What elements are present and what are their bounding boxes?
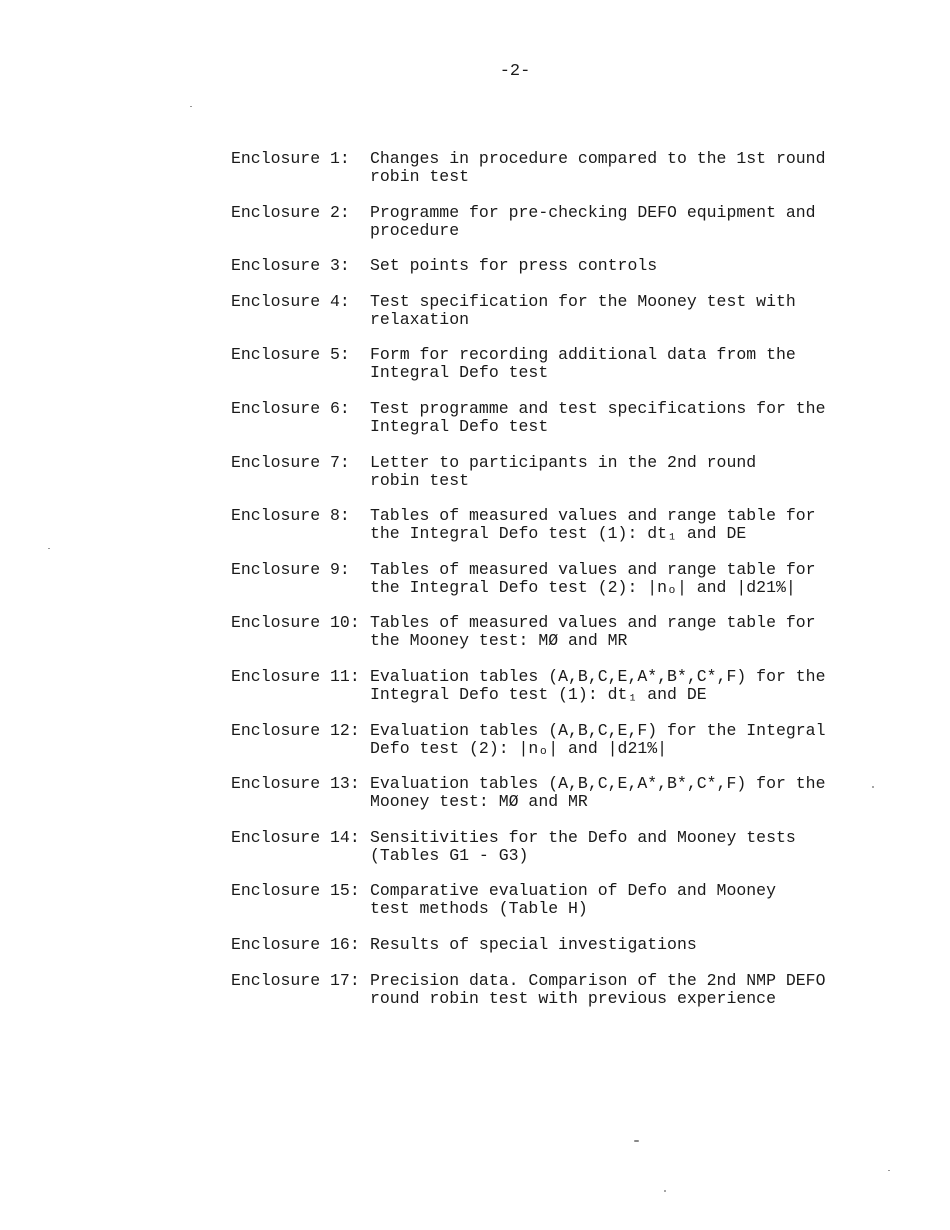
- enclosure-label: Enclosure 4:: [231, 291, 350, 311]
- enclosure-item: [231, 972, 891, 1008]
- enclosure-description: Sensitivities for the Defo and Mooney tests (Tables G1 - G3): [370, 827, 796, 865]
- enclosure-description: Changes in procedure compared to the 1st round robin test: [370, 149, 826, 186]
- enclosure-label: Enclosure 3:: [231, 256, 350, 276]
- enclosure-item: [231, 561, 891, 597]
- scan-speck: [872, 786, 874, 788]
- page-number: -2-: [499, 62, 531, 81]
- enclosure-label: Enclosure 8:: [231, 506, 350, 526]
- enclosure-label: Enclosure 11:: [231, 666, 360, 686]
- enclosure-item: [231, 204, 891, 240]
- enclosure-description: Results of special investigations: [370, 934, 697, 954]
- enclosure-description: Tables of measured values and range table for the Integral Defo test (1): dt₁ and DE: [370, 506, 816, 544]
- enclosure-item: [231, 882, 891, 918]
- scan-speck: [190, 106, 192, 107]
- enclosure-description: Form for recording additional data from the Integral Defo test: [370, 345, 796, 383]
- enclosure-label: Enclosure 13:: [231, 774, 360, 794]
- enclosure-item: [231, 400, 891, 436]
- enclosure-description: Letter to participants in the 2nd round robin test: [370, 452, 757, 490]
- enclosure-description: Tables of measured values and range table for the Mooney test: MØ and MR: [370, 613, 816, 651]
- enclosure-label: Enclosure 16:: [231, 934, 360, 954]
- scan-speck: [634, 1140, 639, 1142]
- enclosure-description: Programme for pre-checking DEFO equipment and procedure: [370, 202, 816, 240]
- enclosure-label: Enclosure 12:: [231, 720, 360, 740]
- enclosure-item: [231, 722, 891, 758]
- enclosure-description: Set points for press controls: [370, 256, 658, 276]
- enclosure-description: Evaluation tables (A,B,C,E,A*,B*,C*,F) for the Integral Defo test (1): dt₁ and DE: [370, 666, 826, 704]
- enclosure-item: [231, 829, 891, 865]
- enclosure-item: [231, 614, 891, 650]
- enclosure-item: [231, 775, 891, 811]
- enclosure-description: Evaluation tables (A,B,C,E,A*,B*,C*,F) for the Mooney test: MØ and MR: [370, 774, 826, 812]
- enclosure-item: [231, 507, 891, 543]
- enclosure-label: Enclosure 14:: [231, 827, 360, 847]
- enclosure-item: [231, 346, 891, 382]
- enclosure-item: [231, 454, 891, 490]
- enclosure-label: Enclosure 2:: [231, 202, 350, 222]
- enclosure-description: Comparative evaluation of Defo and Mooney test methods (Table H): [370, 881, 776, 919]
- enclosure-label: Enclosure 17:: [231, 970, 360, 990]
- enclosure-label: Enclosure 10:: [231, 613, 360, 633]
- enclosure-list: [231, 150, 891, 1025]
- enclosure-label: Enclosure 15:: [231, 881, 360, 901]
- enclosure-item: [231, 293, 891, 329]
- scan-speck: [888, 1170, 890, 1171]
- enclosure-label: Enclosure 6:: [231, 398, 350, 418]
- enclosure-description: Evaluation tables (A,B,C,E,F) for the Integral Defo test (2): |nₒ| and |d21%|: [370, 720, 826, 758]
- enclosure-item: [231, 257, 891, 275]
- enclosure-description: Test specification for the Mooney test with relaxation: [370, 291, 796, 329]
- enclosure-item: [231, 668, 891, 704]
- enclosure-label: Enclosure 7:: [231, 452, 350, 472]
- scan-speck: [664, 1190, 666, 1192]
- enclosure-item: [231, 150, 891, 186]
- enclosure-description: Tables of measured values and range table for the Integral Defo test (2): |nₒ| and |d21%|: [370, 559, 816, 597]
- enclosure-label: Enclosure 5:: [231, 345, 350, 365]
- enclosure-label: Enclosure 9:: [231, 559, 350, 579]
- enclosure-description: Test programme and test specifications for the Integral Defo test: [370, 398, 826, 436]
- enclosure-item: [231, 936, 891, 954]
- enclosure-label: Enclosure 1:: [231, 149, 350, 168]
- enclosure-description: Precision data. Comparison of the 2nd NMP DEFO round robin test with previous experience: [370, 970, 826, 1008]
- scan-speck: [48, 548, 50, 549]
